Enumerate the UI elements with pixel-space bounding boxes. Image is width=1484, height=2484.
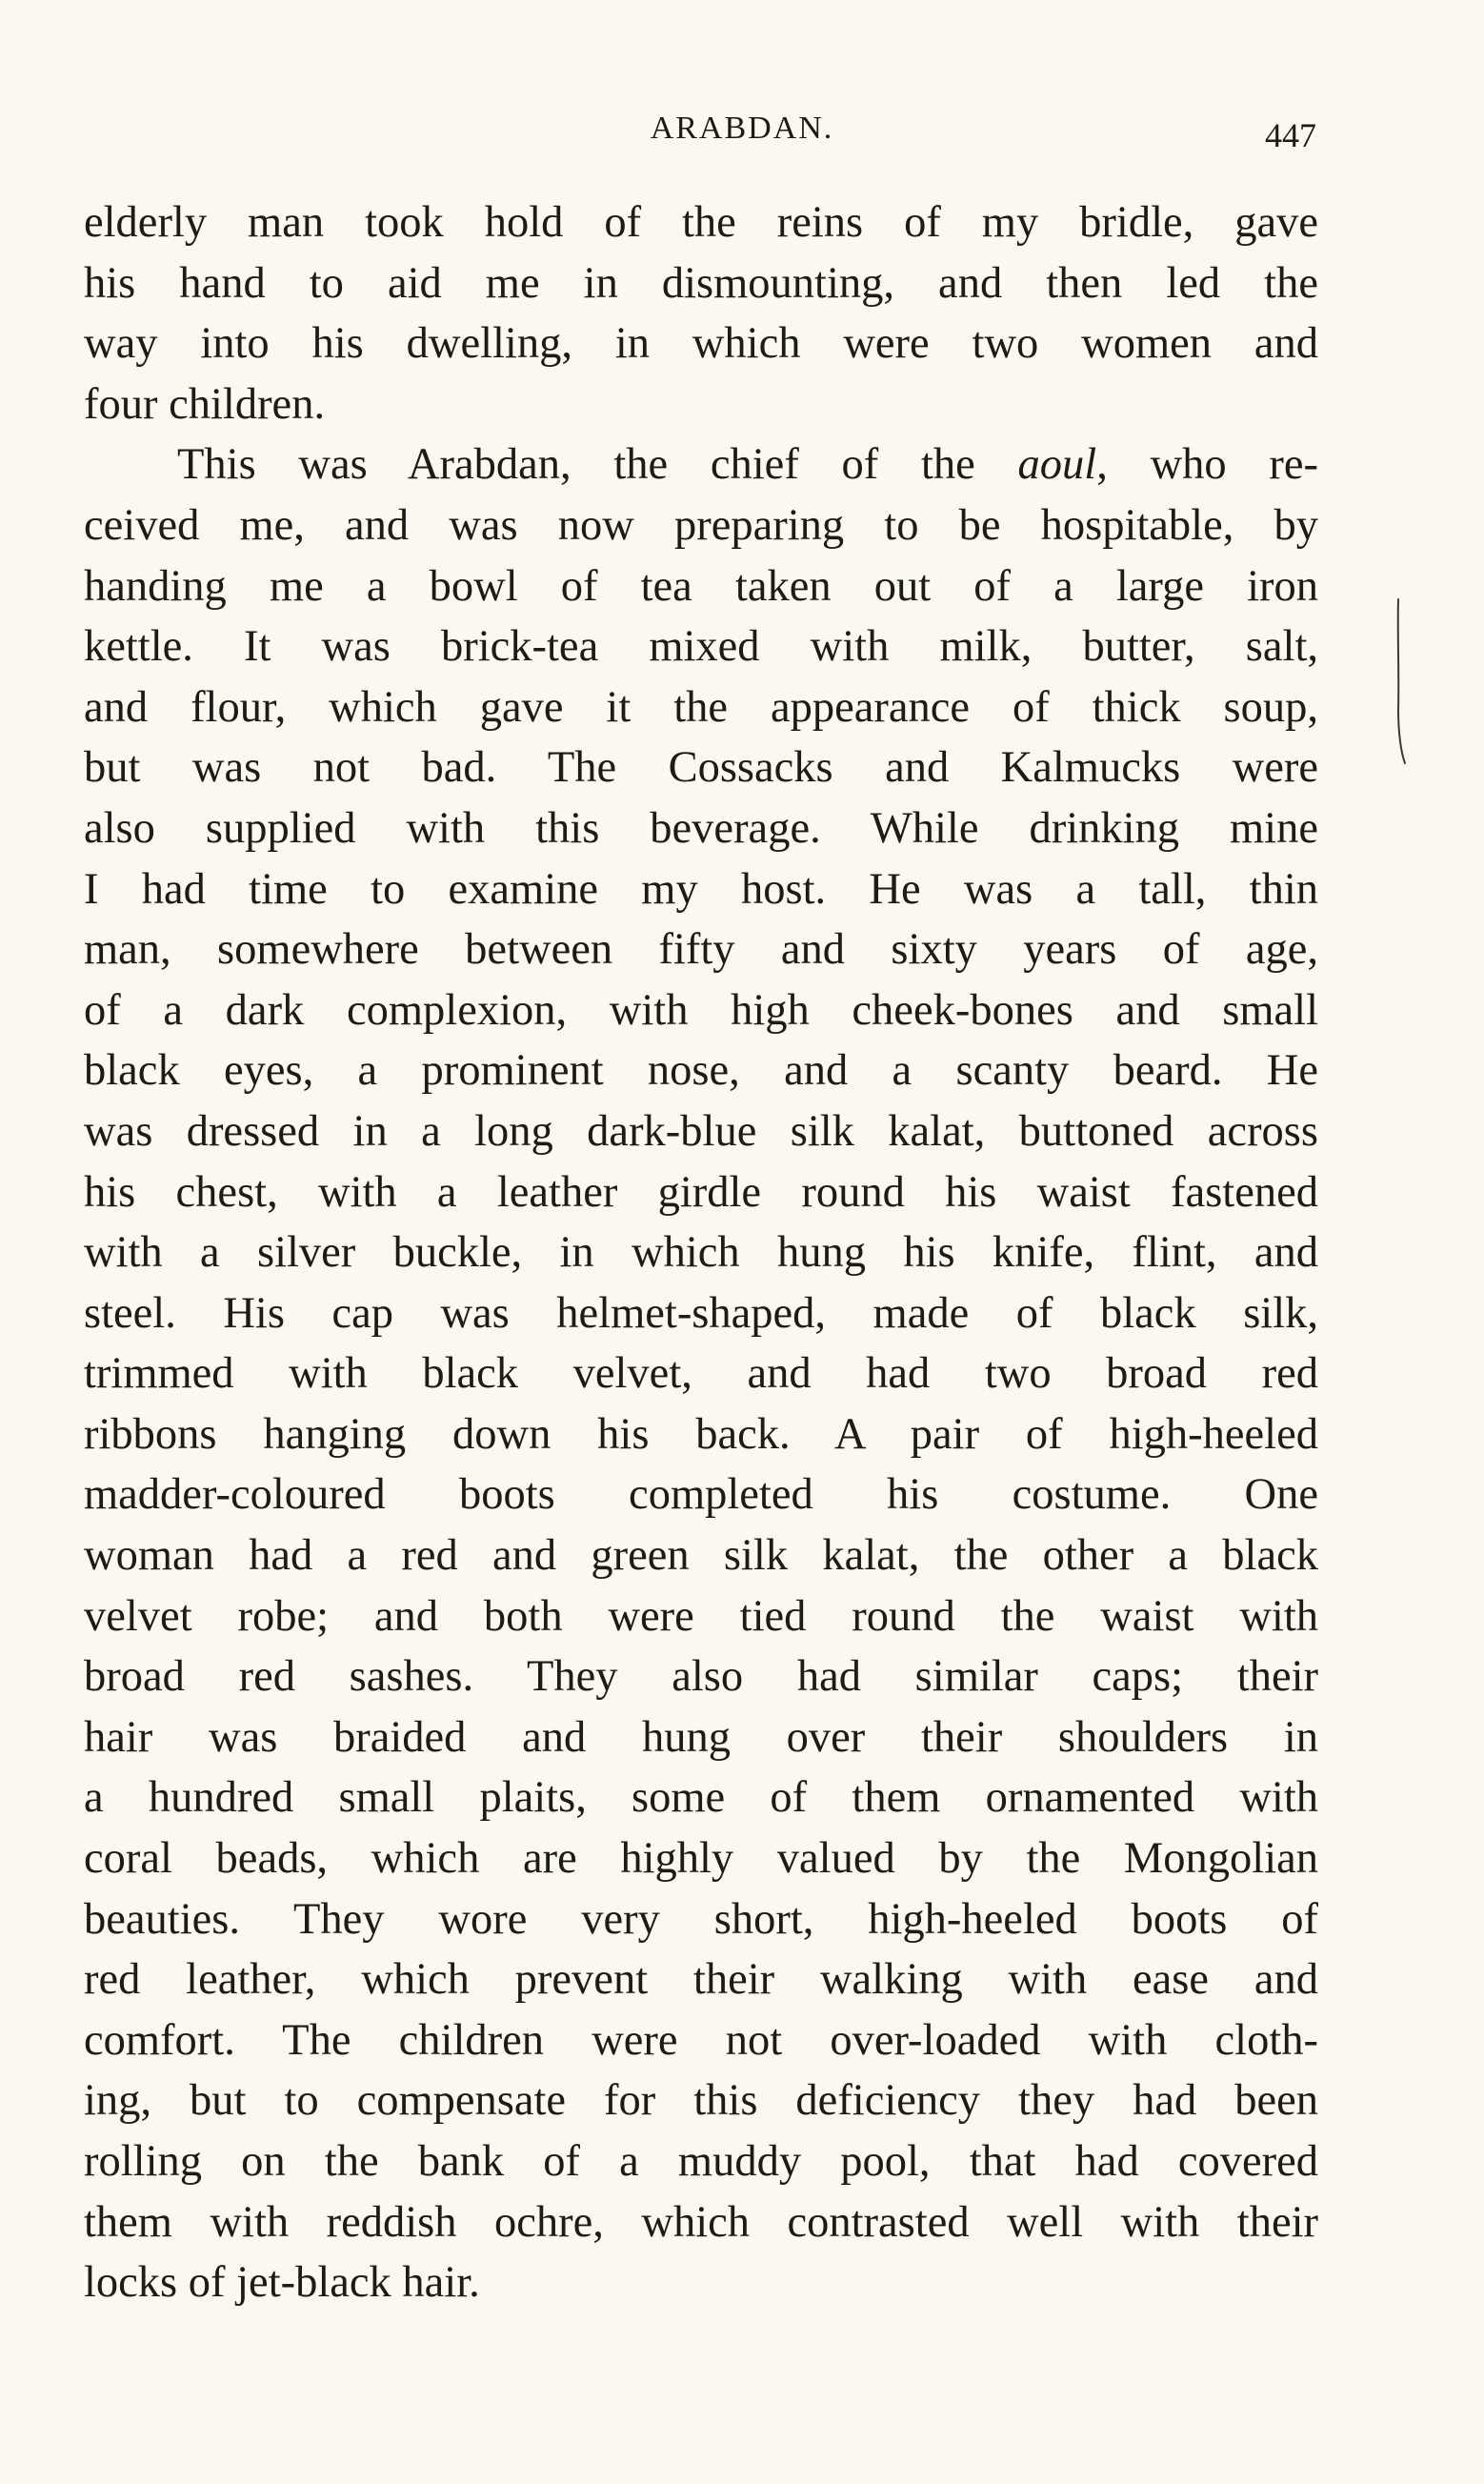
running-title: ARABDAN. bbox=[650, 111, 834, 146]
text-line: locks of jet-black hair. bbox=[84, 2258, 480, 2308]
text-line: ceived me, and was now preparing to be hospitable, by bbox=[84, 500, 1318, 550]
text-line: velvet robe; and both were tied round the waist with bbox=[84, 1591, 1318, 1641]
text-line: handing me a bowl of tea taken out of a large iron bbox=[84, 561, 1318, 611]
text-line: way into his dwelling, in which were two women and bbox=[84, 319, 1318, 369]
text-line: of a dark complexion, with high cheek-bones and small bbox=[84, 985, 1318, 1035]
text-line: kettle. It was brick-tea mixed with milk, butter, salt, bbox=[84, 622, 1318, 672]
text-line: and flour, which gave it the appearance of thick soup, bbox=[84, 682, 1318, 732]
text-line: This was Arabdan, the chief of the aoul, who re- bbox=[177, 440, 1318, 490]
text-line: broad red sashes. They also had similar caps; their bbox=[84, 1652, 1318, 1702]
text-line: his hand to aid me in dismounting, and then led the bbox=[84, 258, 1318, 308]
text-line: ribbons hanging down his back. A pair of high-heeled bbox=[84, 1409, 1318, 1459]
text-line: red leather, which prevent their walking with ease and bbox=[84, 1955, 1318, 2005]
text-line: rolling on the bank of a muddy pool, that had covered bbox=[84, 2137, 1318, 2186]
text-line: black eyes, a prominent nose, and a scanty beard. He bbox=[84, 1046, 1318, 1096]
text-line: a hundred small plaits, some of them ornamented with bbox=[84, 1773, 1318, 1823]
text-line: I had time to examine my host. He was a tall, thin bbox=[84, 864, 1318, 914]
paragraph bbox=[84, 192, 1318, 434]
text-line: coral beads, which are highly valued by the Mongolian bbox=[84, 1834, 1318, 1884]
text-line: ing, but to compensate for this deficiency they had been bbox=[84, 2076, 1318, 2126]
text-line: woman had a red and green silk kalat, the other a black bbox=[84, 1531, 1318, 1581]
text-line: madder-coloured boots completed his costume. One bbox=[84, 1470, 1318, 1520]
running-head bbox=[0, 112, 1484, 170]
text-line: four children. bbox=[84, 379, 326, 429]
text-line: trimmed with black velvet, and had two broad red bbox=[84, 1349, 1318, 1399]
paragraph bbox=[84, 434, 1318, 2312]
text-line: man, somewhere between fifty and sixty years of age, bbox=[84, 925, 1318, 975]
text-line: steel. His cap was helmet-shaped, made of black silk, bbox=[84, 1288, 1318, 1338]
text-line: his chest, with a leather girdle round his waist fastened bbox=[84, 1167, 1318, 1217]
text-line: but was not bad. The Cossacks and Kalmucks were bbox=[84, 743, 1318, 793]
text-line: elderly man took hold of the reins of my bridle, gave bbox=[84, 198, 1318, 247]
text-line: comfort. The children were not over-loaded with cloth- bbox=[84, 2015, 1318, 2065]
italic-term: aoul bbox=[1017, 440, 1097, 490]
text-line: was dressed in a long dark-blue silk kalat, buttoned across bbox=[84, 1106, 1318, 1156]
body-text bbox=[84, 192, 1318, 2313]
text-line: hair was braided and hung over their shoulders in bbox=[84, 1712, 1318, 1762]
margin-pencil-mark bbox=[1393, 596, 1412, 767]
page-number: 447 bbox=[1265, 116, 1316, 154]
text-line: with a silver buckle, in which hung his knife, flint, and bbox=[84, 1228, 1318, 1278]
text-line: them with reddish ochre, which contrasted well with their bbox=[84, 2197, 1318, 2247]
text-line: also supplied with this beverage. While drinking mine bbox=[84, 803, 1318, 853]
text-line: beauties. They wore very short, high-heeled boots of bbox=[84, 1894, 1318, 1944]
